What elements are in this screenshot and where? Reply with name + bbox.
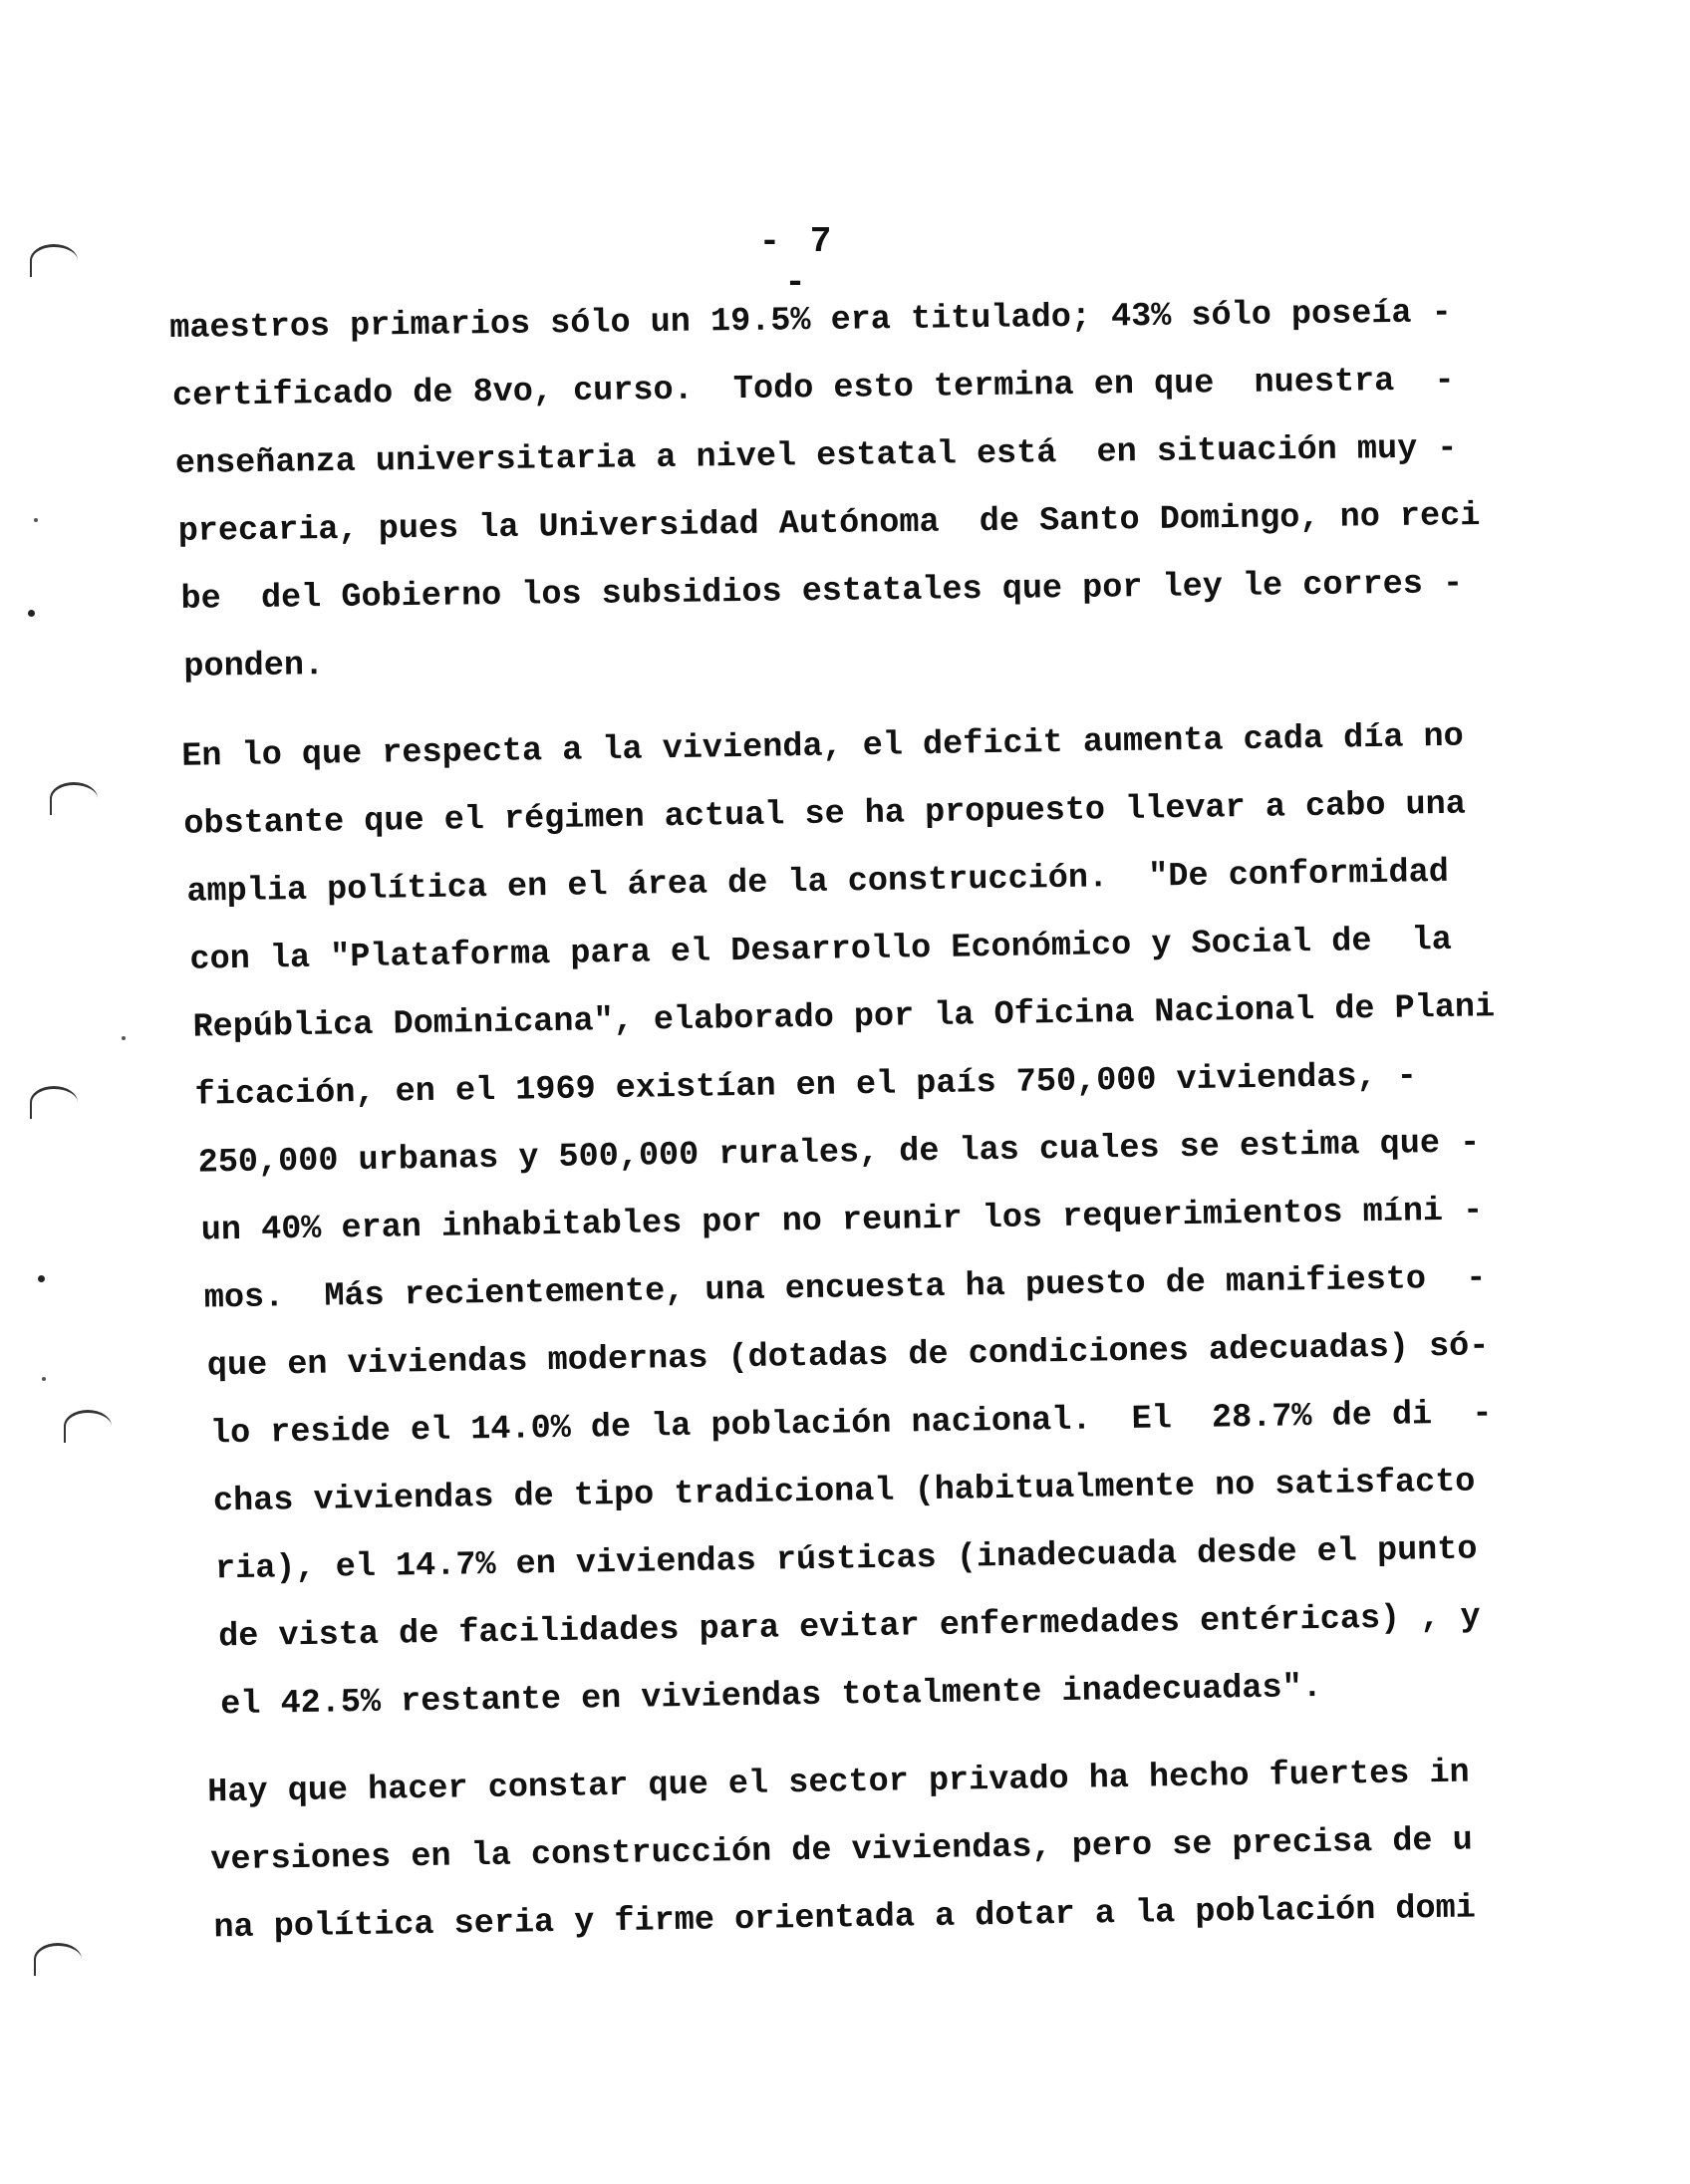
paragraph — [0, 713, 1690, 1725]
text-line: un 40% eran inhabitables por no reunir los requerimientos míni - — [200, 1192, 1484, 1250]
text-line: be del Gobierno los subsidios estatales que por ley le corres - — [180, 565, 1464, 619]
text-line: maestros primarios sólo un 19.5% era titulado; 43% sólo poseía - — [169, 294, 1452, 348]
text-line: ria), el 14.7% en viviendas rústicas (inadecuada desde el punto — [214, 1530, 1478, 1589]
text-line: mos. Más recientemente, una encuesta ha puesto de manifiesto - — [203, 1259, 1487, 1318]
text-line: de vista de facilidades para evitar enfermedades entéricas) , y — [217, 1598, 1481, 1657]
scan-speck — [38, 1275, 45, 1282]
text-line: na política seria y firme orientada a dotar a la población domi — [213, 1889, 1477, 1948]
text-line: chas viviendas de tipo tradicional (habitualmente no satisfacto — [212, 1463, 1476, 1521]
scan-speck — [42, 1377, 46, 1381]
text-line: lo reside el 14.0% de la población nacional. El 28.7% de di - — [209, 1395, 1493, 1454]
punch-hole-mark — [30, 244, 78, 277]
punch-hole-mark — [64, 1410, 112, 1443]
text-line: certificado de 8vo, curso. Todo esto termina en que nuestra - — [171, 362, 1455, 415]
scan-speck — [28, 610, 35, 617]
punch-hole-mark — [30, 1086, 78, 1119]
text-line: ponden. — [183, 647, 325, 686]
text-line: 250,000 urbanas y 500,000 rurales, de las cuales se estima que - — [197, 1124, 1481, 1183]
punch-hole-mark — [50, 782, 98, 815]
text-line: versiones en la construcción de viviendas, pero se precisa de u — [210, 1821, 1474, 1880]
page-number: - 7 - — [758, 221, 836, 303]
text-line: enseñanza universitaria a nivel estatal está en situación muy - — [174, 429, 1458, 483]
paragraph — [0, 1750, 1690, 1948]
text-line: el 42.5% restante en viviendas totalmente inadecuadas". — [219, 1668, 1323, 1725]
text-line: amplia política en el área de la construcción. "De conformidad — [186, 853, 1450, 912]
text-line: que en viviendas modernas (dotadas de condiciones adecuadas) só- — [206, 1327, 1490, 1386]
scan-speck — [122, 1036, 126, 1040]
text-line: con la "Plataforma para el Desarrollo Económico y Social de la — [189, 921, 1453, 979]
text-line: República Dominicana", elaborado por la Oficina Nacional de Plani — [192, 988, 1496, 1047]
text-line: Hay que hacer constar que el sector privado ha hecho fuertes in — [207, 1754, 1470, 1812]
text-line: En lo que respecta a la vivienda, el deficit aumenta cada día no — [181, 717, 1465, 776]
punch-hole-mark — [34, 1943, 82, 1976]
text-line: precaria, pues la Universidad Autónoma de Santo Domingo, no reci — [177, 496, 1481, 551]
text-line: obstante que el régimen actual se ha propuesto llevar a cabo una — [183, 785, 1467, 844]
scan-speck — [34, 518, 38, 522]
text-line: ficación, en el 1969 existían en el país 750,000 viviendas, - — [194, 1057, 1418, 1115]
